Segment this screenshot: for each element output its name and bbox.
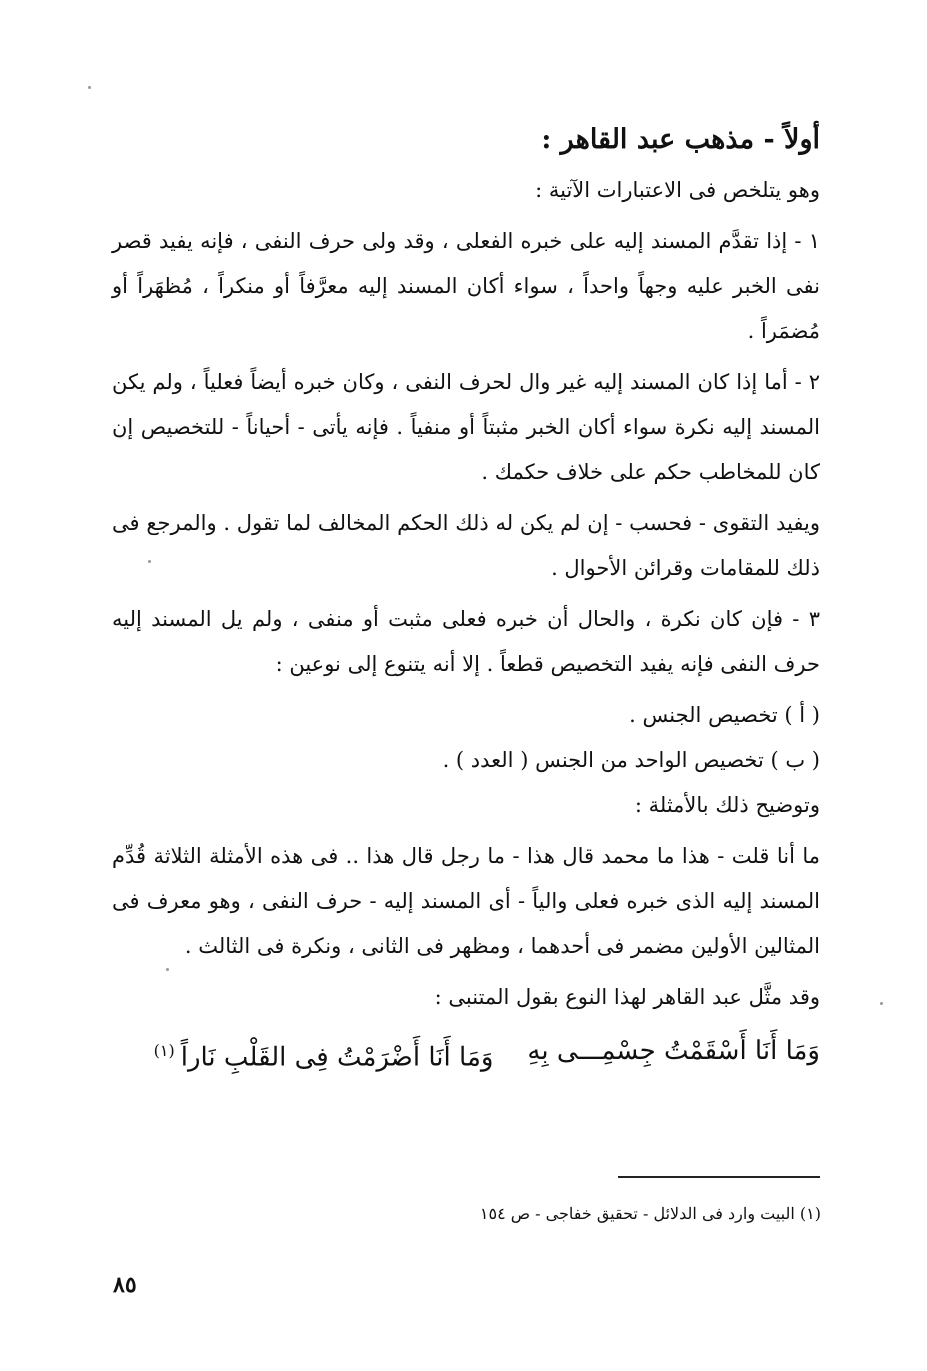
intro-paragraph: وهو يتلخص فى الاعتبارات الآتية : (535, 178, 820, 202)
verse-first-hemistich: وَمَا أَنَا أَسْقَمْتُ جِسْمِـــى بِهِ (527, 1036, 820, 1066)
scan-speck (148, 560, 151, 563)
paragraph-5: وتوضيح ذلك بالأمثلة : (634, 793, 820, 817)
page-body (112, 118, 820, 1083)
scan-speck (88, 86, 91, 89)
paragraph-4: ٣ - فإن كان نكرة ، والحال أن خبره فعلى مثبت أو منفى ، ولم يل المسند إليه حرف النفى فإنه يفيد التخصيص قطعاً . إلا أنه يتنوع إلى نوعين : (112, 607, 820, 676)
footnote-separator (618, 1176, 820, 1178)
page-number: ٨٥ (113, 1272, 137, 1298)
section-heading: أولاً - مذهب عبد القاهر : (541, 124, 820, 155)
verse-second-hemistich (154, 1026, 494, 1083)
verse-second-text: وَمَا أَنَا أَضْرَمْتُ فِى القَلْبِ نَاراً (180, 1042, 494, 1073)
poem-verse (112, 1026, 820, 1083)
list-item-a: ( أ ) تخصيص الجنس . (629, 703, 820, 727)
paragraph-1: ١ - إذا تقدَّم المسند إليه على خبره الفعلى ، وقد ولى حرف النفى ، فإنه يفيد قصر نفى الخبر عليه وجهاً واحداً ، سواء أكان المسند إليه معرَّفاً أو منكراً ، مُظهَراً أو مُضمَراً . (112, 229, 820, 343)
footnote-marker: (١) (153, 1041, 175, 1060)
paragraph-3: ويفيد التقوى - فحسب - إن لم يكن له ذلك الحكم المخالف لما تقول . والمرجع فى ذلك للمقامات وقرائن الأحوال . (112, 511, 820, 580)
paragraph-2: ٢ - أما إذا كان المسند إليه غير وال لحرف النفى ، وكان خبره أيضاً فعلياً ، ولم يكن المسند إليه نكرة سواء أكان الخبر مثبتاً أو منفياً . فإنه يأتى - أحياناً - للتخصيص إن كان للمخاطب حكم على خلاف حكمك . (112, 370, 820, 484)
paragraph-6: ما أنا قلت - هذا ما محمد قال هذا - ما رجل قال هذا .. فى هذه الأمثلة الثلاثة قُدِّم المسند إليه الذى خبره فعلى والياً - أى المسند إليه - حرف النفى ، وهو معرف فى المثالين الأولين مضمر فى أحدهما ، ومظهر فى الثانى ، ونكرة فى الثالث . (112, 844, 820, 958)
scan-speck (166, 968, 169, 971)
footnote: (١) البيت وارد فى الدلائل - تحقيق خفاجى - ص ١٥٤ (479, 1204, 821, 1223)
list-item-b: ( ب ) تخصيص الواحد من الجنس ( العدد ) . (442, 748, 820, 772)
scan-speck (880, 1002, 883, 1005)
paragraph-7: وقد مثَّل عبد القاهر لهذا النوع بقول المتنبى : (434, 985, 820, 1009)
